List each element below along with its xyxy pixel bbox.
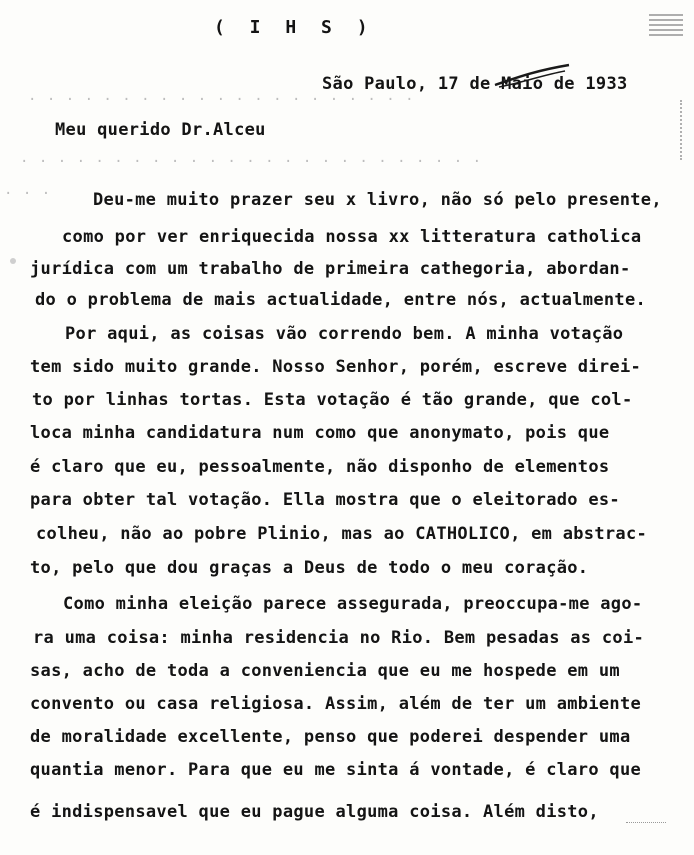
letter-line: para obter tal votação. Ella mostra que o eleitorado es-: [30, 490, 620, 510]
letter-line: ra uma coisa: minha residencia no Rio. Bem pesadas as coi-: [33, 628, 645, 648]
letter-line: Como minha eleição parece assegurada, preoccupa-me ago-: [63, 594, 643, 614]
letter-line: do o problema de mais actualidade, entre nós, actualmente.: [35, 290, 647, 310]
header-ihs: ( I H S ): [214, 17, 375, 38]
bottom-mark: [626, 822, 666, 833]
letter-line: Deu-me muito prazer seu x livro, não só pelo presente,: [93, 190, 662, 210]
letter-line: Por aqui, as coisas vão correndo bem. A minha votação: [65, 324, 624, 344]
letter-line: convento ou casa religiosa. Assim, além de ter um ambiente: [30, 694, 642, 714]
letter-line: é claro que eu, pessoalmente, não disponho de elementos: [30, 457, 610, 477]
letter-line: é indispensavel que eu pague alguma coisa. Além disto,: [30, 802, 599, 822]
letter-line: jurídica com um trabalho de primeira cathegoria, abordan-: [30, 259, 631, 279]
letter-line: to, pelo que dou graças a Deus de todo o meu coração.: [30, 558, 589, 578]
letter-line: de moralidade excellente, penso que poderei despender uma: [30, 727, 631, 747]
letter-line: quantia menor. Para que eu me sinta á vontade, é claro que: [30, 760, 642, 780]
letter-line: tem sido muito grande. Nosso Senhor, porém, escreve direi-: [30, 357, 642, 377]
bleed-through-text: . . . . . . . . . . . . . . . . . . . . . . . . .: [20, 150, 483, 166]
margin-dot: [10, 258, 16, 264]
letter-line: loca minha candidatura num como que anonymato, pois que: [30, 423, 610, 443]
dateline: São Paulo, 17 de Maio de 1933: [322, 74, 628, 94]
bleed-through-text: . . .: [4, 182, 52, 198]
bleed-through-text: . . . . . . . . . . . . . . . . . . . . .: [28, 88, 415, 104]
salutation: Meu querido Dr.Alceu: [55, 120, 266, 140]
letter-line: sas, acho de toda a conveniencia que eu me hospede em um: [30, 661, 620, 681]
corner-stamp-mark: [649, 14, 683, 36]
letter-line: to por linhas tortas. Esta votação é tão grande, que col-: [32, 390, 633, 410]
letter-line: colheu, não ao pobre Plinio, mas ao CATHOLICO, em abstrac-: [36, 524, 648, 544]
letter-line: como por ver enriquecida nossa xx litteratura catholica: [62, 227, 642, 247]
